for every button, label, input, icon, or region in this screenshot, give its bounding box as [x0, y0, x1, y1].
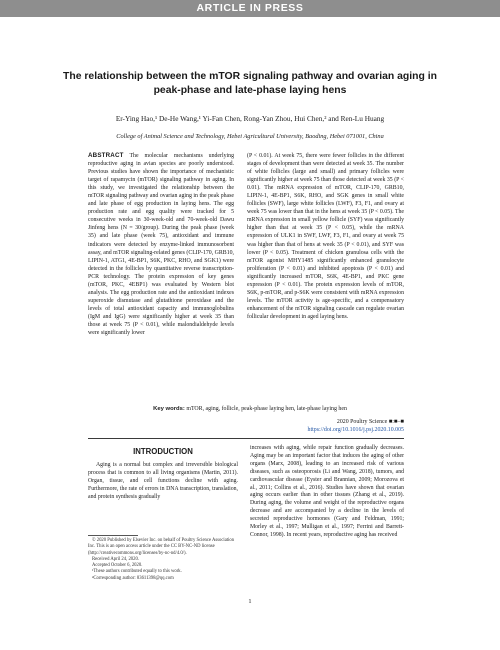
copyright-notice: © 2020 Published by Elsevier Inc. on behalf of Poultry Science Association Inc. This is an open access article under the CC BY-NC-ND license (http://creativecommons.org/licenses/by-nc-nd/4.0/). [88, 538, 235, 556]
footnotes [88, 538, 238, 582]
keywords-label: Key words: [153, 406, 185, 412]
accepted-date: Accepted October 6, 2020. [92, 563, 143, 569]
keywords [60, 405, 440, 413]
abstract-column-left [88, 152, 234, 337]
author-list: Er-Ying Hao,¹ De-He Wang,¹ Yi-Fan Chen, Rong-Yan Zhou, Hui Chen,² and Ren-Lu Huang [115, 114, 385, 123]
introduction-text-left: Aging is a normal but complex and irreversible biological process that is common to all living organisms (Martin, 2011). Organ, tissue, and cell functions decline with aging. Furthermore, the rate of errors in DNA transcription, translation, and protein synthesis gradually [88, 462, 238, 500]
introduction-column-left [88, 462, 238, 502]
doi-link[interactable]: https://doi.org/10.1016/j.psj.2020.10.005 [307, 427, 404, 433]
section-divider [88, 438, 404, 439]
journal-citation: 2020 Poultry Science ■:■–■ [336, 419, 404, 425]
abstract-text-left: The molecular mechanisms underlying reproductive aging in avian species are poorly understood. Previous studies have shown the importance of mechanistic target of rapamycin (mTOR) signaling pathway in aging. In this study, we investigated the relationship between the mTOR signaling pathway and ovarian aging in the peak phase and late phase of egg production in laying hens. The egg production rate and egg quality were tracked for 5 consecutive weeks in 30-week-old and 70-week-old Dawu Jinfeng hens (N = 30/group). During the peak phase (week 35) and late phase (week 75), antioxidant and immune indicators were detected by enzyme-linked immunosorbent assay, and mTOR signaling-related genes (CLIP-170, GRB10, LIPIN-1, ATG1, 4E-BP1, S6K, PKC, RHO, and SGK1) were detected in the follicles by quantitative reverse transcription-PCR technology. The protein expression of key genes (mTOR, PKC, 4EBP1) was evaluated by Western blot analysis. The egg production rate and the antioxidant indexes superoxide dismutase and glutathione peroxidase and the levels of total antioxidant capacity and immunoglobulins (IgM and IgG) were significantly higher at week 35 than those at week 75 (P < 0.01), while malondialdehyde levels were significantly lower [88, 153, 234, 337]
page-number: 1 [248, 598, 252, 605]
equal-contribution-note: ¹These authors contributed equally to this work. [92, 569, 182, 575]
received-date: Received April 24, 2020. [92, 556, 139, 562]
affiliation: College of Animal Science and Technology, Hebei Agricultural University, Baoding, Hebei 071001, China [116, 133, 384, 140]
journal-info [184, 418, 404, 434]
introduction-heading: INTRODUCTION [133, 447, 193, 456]
corresponding-author: ²Corresponding author: 83611398@qq.com [92, 575, 174, 581]
introduction-column-right: increases with aging, while repair function gradually decreases. Aging may be an important factor that induces the aging of other organs (Marx, 2008), leading to an increased risk of various diseases, such as osteoporosis (Li and Wang, 2018), tumors, and cardiovascular disease (Eyster and Brannian, 2009; Morozova et al., 2011; Collins et al., 2016). Studies have shown that ovarian aging occurs earlier than in other tissues (Zhang et al., 2019). During aging, the volume and weight of the reproductive organs decrease and are accompanied by a decline in the levels of secreted reproductive hormones (Gary and Feldman, 1991; Morley et al., 1997; Mulligan et al., 1997; Ferrini and Barrett-Connor, 1998). In recent years, reproductive aging has received [250, 445, 404, 538]
abstract-column-right: (P < 0.01). At week 75, there were fewer follicles in the different stages of development than were detected at week 35. The number of white follicles (large and small) and primary follicles were significantly higher at week 75 than those detected at week 35 (P < 0.01). The mRNA expression of mTOR, CLIP-170, GRB10, LIPIN-1, 4E-BP1, S6K, RHO, and SGK genes in small white follicles (SWF), large white follicles (LWF), F3, F1, and ovary at week 75 was lower than that in the hens at week 35 (P < 0.05). The mRNA expression in small yellow follicle (SYF) was significantly higher than that at week 35 (P < 0.05), while the mRNA expression of ULK1 in SWF, LWF, F3, F1, and ovary at week 75 was higher than that of hens at week 35 (P < 0.01), and SYF was lower (P < 0.05). Treatment of chicken granulosa cells with the mTOR agonist MHY1485 significantly enhanced granulocyte proliferation (P < 0.01) and inhibited apoptosis (P < 0.01) and significantly increased mTOR, S6K, 4E-BP1, and PKC gene expression (P < 0.01). The protein expression levels of mTOR, S6K, p-mTOR, and p-S6K were consistent with mRNA expression levels. The mTOR activity is age-specific, and a compensatory enhancement of the mTOR signaling cascade can regulate ovarian follicular development in aged laying hens. [247, 153, 404, 320]
footnote-divider [88, 535, 138, 536]
keywords-text: mTOR, aging, follicle, peak-phase laying hen, late-phase laying hen [186, 406, 347, 412]
article-title: The relationship between the mTOR signaling pathway and ovarian aging in peak-phase and late-phase laying hens [63, 71, 437, 96]
abstract-heading: ABSTRACT [88, 152, 124, 159]
article-in-press-banner: ARTICLE IN PRESS [0, 0, 500, 17]
